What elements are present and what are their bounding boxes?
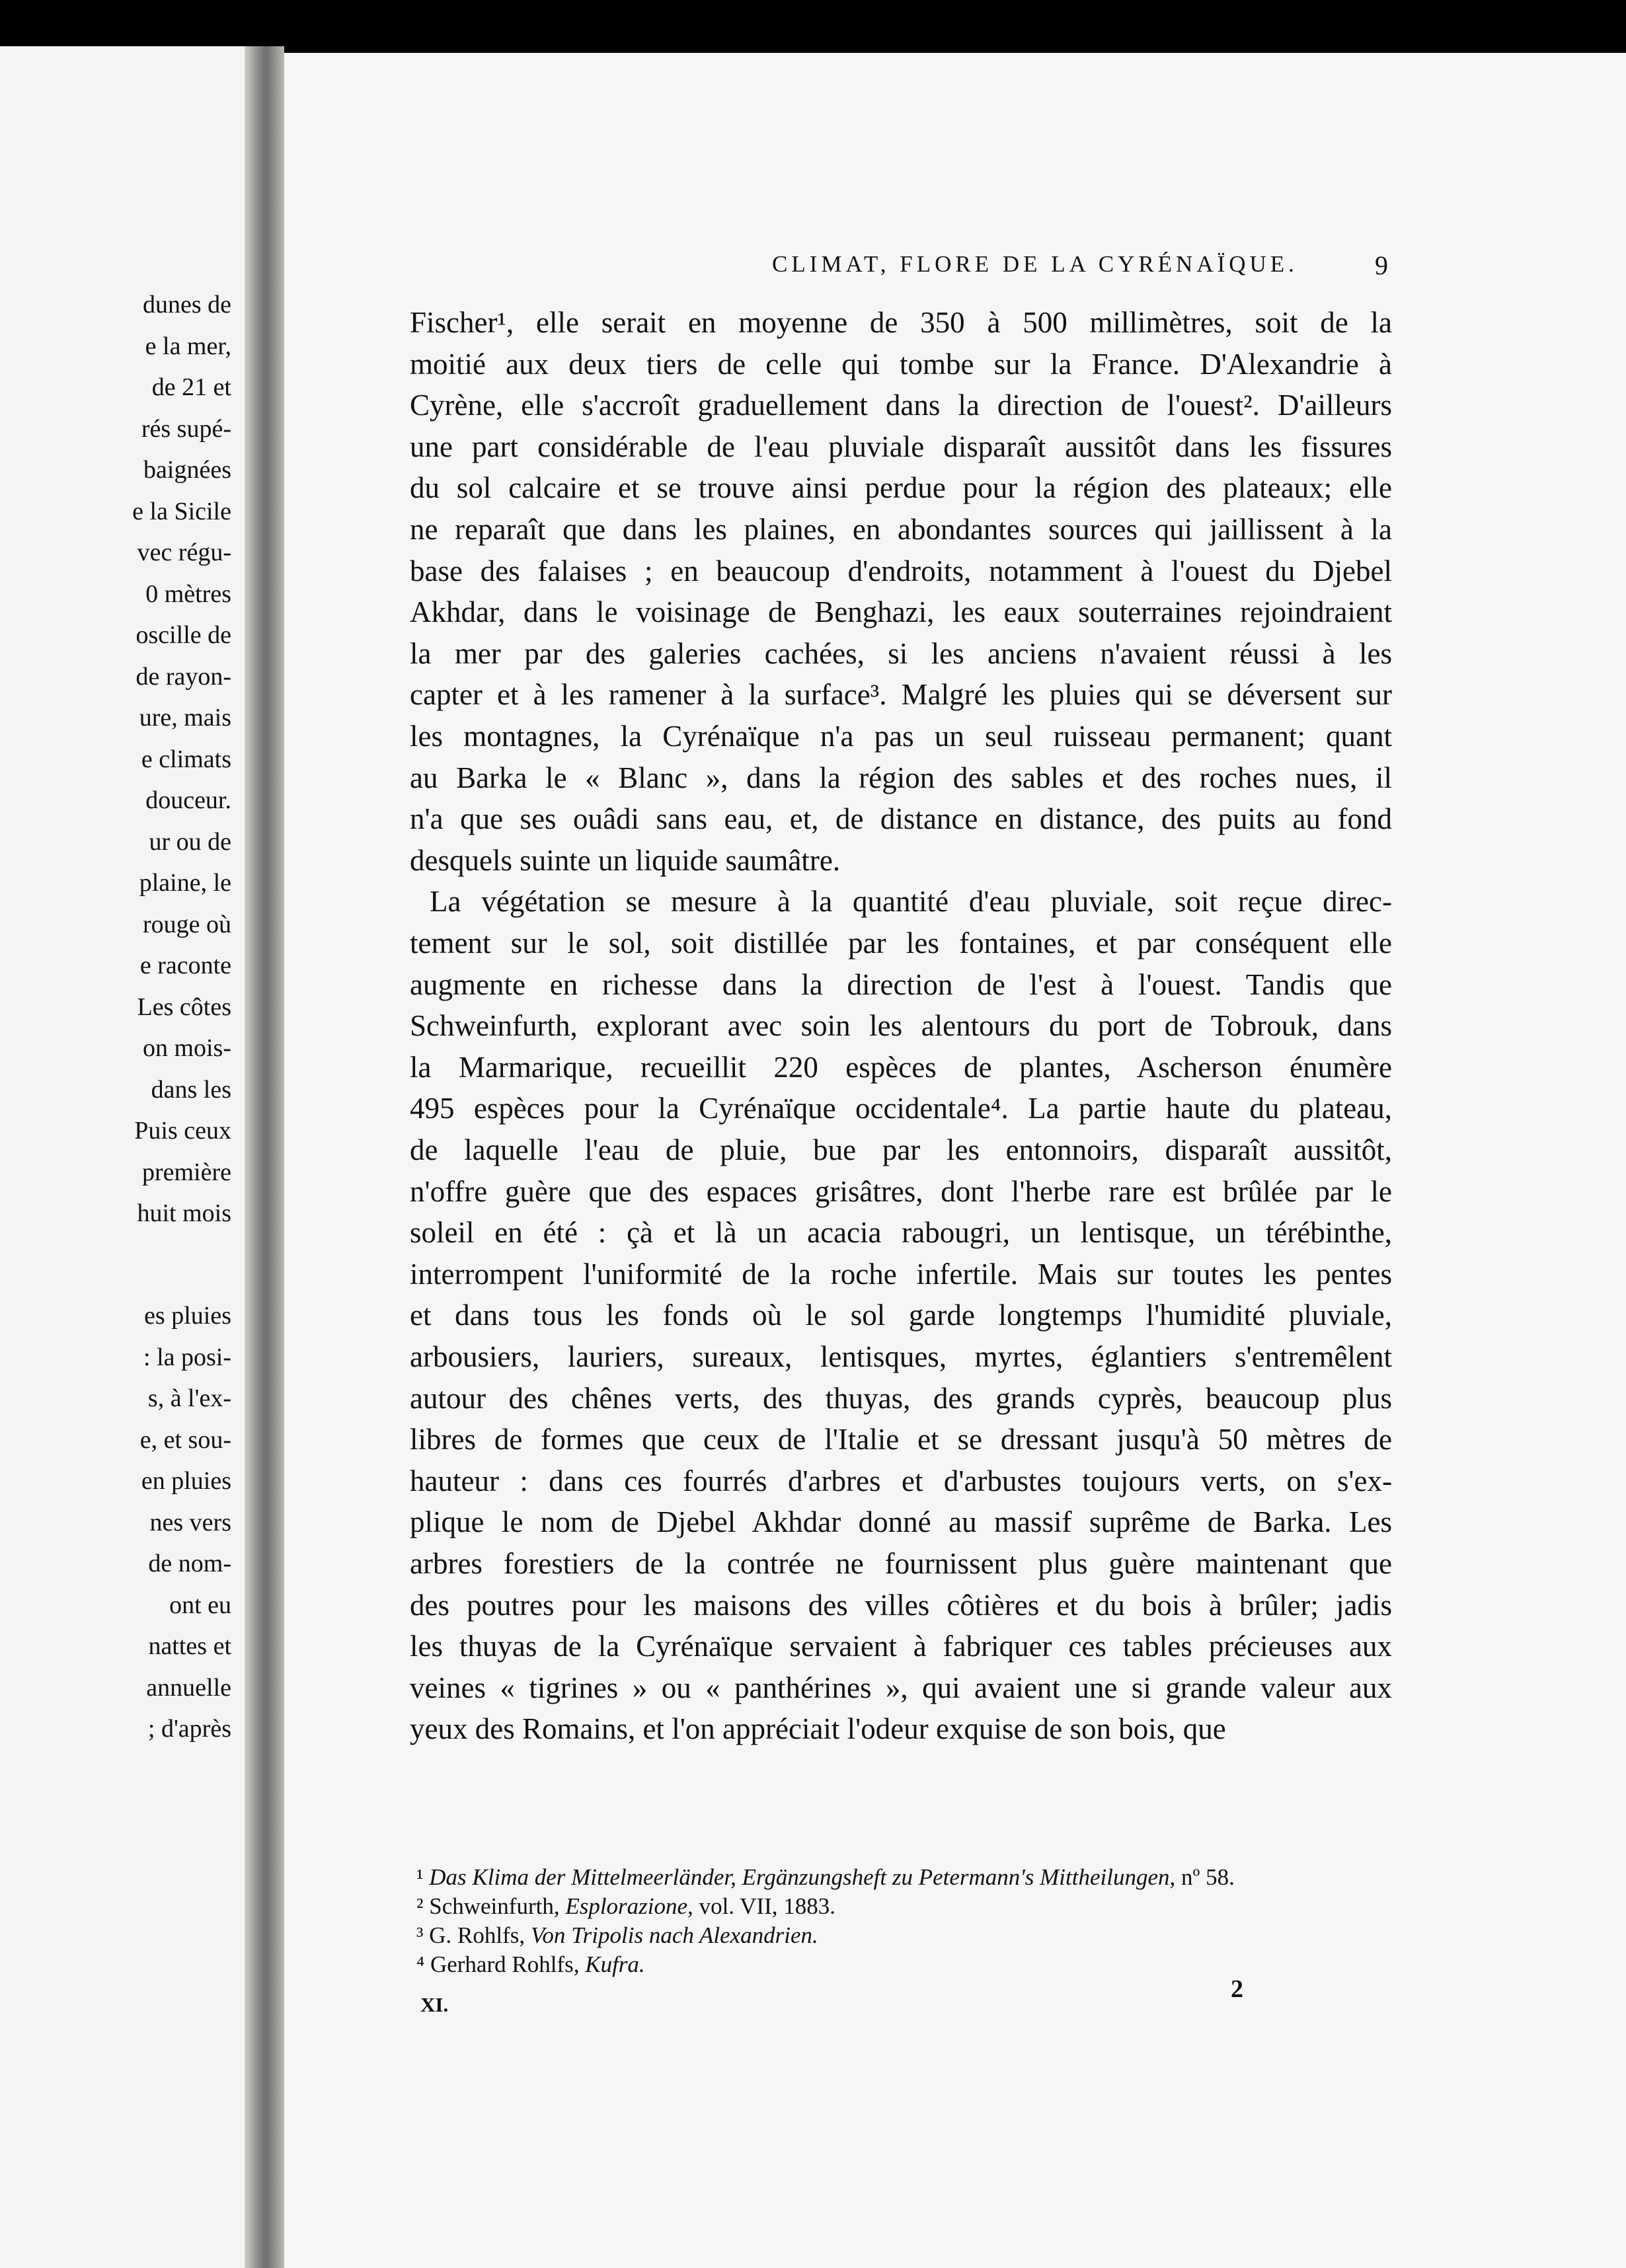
body-line: des poutres pour les maisons des villes côtières et du bois à brûler; jadis [410,1588,1392,1622]
left-page-line: douceur. [145,786,231,814]
body-line: autour des chênes verts, des thuyas, des grands cyprès, beaucoup plus [410,1381,1392,1415]
left-page-line: e raconte [139,952,231,979]
left-page-line: plaine, le [139,869,231,897]
body-line: les montagnes, la Cyrénaïque n'a pas un seul ruisseau permanent; quant [410,720,1392,753]
body-line: Fischer¹, elle serait en moyenne de 350 à 500 millimètres, soit de la [410,306,1392,339]
left-page-line: première [141,1158,231,1186]
body-line: du sol calcaire et se trouve ainsi perdue pour la région des plateaux; elle [410,471,1392,505]
body-line: la mer par des galeries cachées, si les anciens n'avaient réussi à les [410,636,1392,670]
body-line: interrompent l'uniformité de la roche infertile. Mais sur toutes les pentes [410,1257,1392,1291]
body-line: Akhdar, dans le voisinage de Benghazi, les eaux souterraines rejoindraient [410,595,1392,629]
body-line: arbres forestiers de la contrée ne fournissent plus guère maintenant que [410,1547,1392,1580]
signature-mark: XI. [420,1993,449,2016]
left-page-line: nes vers [149,1508,231,1536]
footnote: ⁴ Gerhard Rohlfs, Kufra. [416,1951,645,1977]
running-title: CLIMAT, FLORE DE LA CYRÉNAÏQUE. [772,251,1298,277]
left-page-line: de rayon- [136,662,231,691]
left-page-line: rouge où [142,910,231,938]
left-page-line: es pluies [144,1302,231,1330]
body-line: arbousiers, lauriers, sureaux, lentisques, myrtes, églantiers s'entremêlent [410,1340,1392,1373]
left-page-line: dans les [151,1075,231,1104]
left-page-line: de 21 et [151,373,231,401]
left-page-line: Puis ceux [134,1117,231,1145]
body-line: capter et à les ramener à la surface³. Malgré les pluies qui se déversent sur [410,678,1392,712]
body-line: augmente en richesse dans la direction de l'est à l'ouest. Tandis que [410,967,1392,1001]
left-page [0,46,245,2268]
right-page [284,53,1626,2268]
footnote: ¹ Das Klima der Mittelmeerländer, Ergänzungsheft zu Petermann's Mittheilungen, nº 58. [416,1864,1235,1890]
body-line: base des falaises ; en beaucoup d'endroits, notamment à l'ouest du Djebel [410,554,1392,587]
body-line: veines « tigrines » ou « panthérines », qui avaient une si grande valeur aux [410,1671,1392,1704]
sheet-number: 2 [1231,1975,1243,2003]
left-page-line: ont eu [169,1591,231,1619]
left-page-line: e la Sicile [132,497,231,525]
body-line: Schweinfurth, explorant avec soin les alentours du port de Tobrouk, dans [410,1009,1392,1043]
left-page-line: en pluies [141,1467,231,1495]
left-page-line: oscille de [136,621,231,649]
body-line: n'offre guère que des espaces grisâtres, dont l'herbe rare est brûlée par le [410,1174,1392,1208]
book-gutter [245,46,284,2268]
left-page-line: ure, mais [139,704,231,732]
page-number: 9 [1375,250,1388,280]
body-line: libres de formes que ceux de l'Italie et se dressant jusqu'à 50 mètres de [410,1423,1392,1456]
left-page-line: ; d'après [147,1715,231,1743]
footnote: ³ G. Rohlfs, Von Tripolis nach Alexandrien. [416,1922,818,1948]
body-line: tement sur le sol, soit distillée par les fontaines, et par conséquent elle [410,926,1392,960]
body-line: plique le nom de Djebel Akhdar donné au massif suprême de Barka. Les [410,1505,1392,1539]
left-page-line: on mois- [142,1034,231,1062]
body-line: hauteur : dans ces fourrés d'arbres et d'arbustes toujours verts, on s'ex- [410,1464,1392,1497]
body-line: les thuyas de la Cyrénaïque servaient à fabriquer ces tables précieuses aux [410,1630,1392,1663]
body-line: au Barka le « Blanc », dans la région des sables et des roches nues, il [410,761,1392,794]
body-line: n'a que ses ouâdi sans eau, et, de distance en distance, des puits au fond [410,802,1392,836]
body-line: La végétation se mesure à la quantité d'eau pluviale, soit reçue direc- [430,885,1392,919]
body-line: une part considérable de l'eau pluviale disparaît aussitôt dans les fissures [410,430,1392,463]
footnote: ² Schweinfurth, Esplorazione, vol. VII, 1883. [416,1893,835,1919]
left-page-line: ur ou de [149,827,231,856]
left-page-line: huit mois [137,1199,231,1227]
left-page-line: e la mer, [145,332,231,360]
body-line: Cyrène, elle s'accroît graduellement dans la direction de l'ouest². D'ailleurs [410,389,1392,422]
body-line: ne reparaît que dans les plaines, en abondantes sources qui jaillissent à la [410,513,1392,546]
left-page-line: vec régu- [137,539,231,566]
body-line: de laquelle l'eau de pluie, bue par les entonnoirs, disparaît aussitôt, [410,1133,1392,1166]
left-page-line: e climats [141,745,231,773]
body-line: yeux des Romains, et l'on appréciait l'odeur exquise de son bois, que [410,1712,1226,1746]
body-line: desquels suinte un liquide saumâtre. [410,843,841,877]
left-page-line: dunes de [142,291,231,319]
left-page-line: baignées [143,456,231,484]
left-page-line: nattes et [148,1632,231,1660]
body-line: 495 espèces pour la Cyrénaïque occidentale⁴. La partie haute du plateau, [410,1092,1392,1125]
body-line: soleil en été : çà et là un acacia rabougri, un lentisque, un térébinthe, [410,1216,1392,1250]
body-line: et dans tous les fonds où le sol garde longtemps l'humidité pluviale, [410,1299,1392,1332]
left-page-line: annuelle [146,1673,231,1702]
left-page-line: : la posi- [143,1343,231,1371]
left-page-line: e, et sou- [139,1425,231,1454]
body-line: la Marmarique, recueillit 220 espèces de plantes, Ascherson énumère [410,1050,1392,1084]
left-page-line: Les côtes [137,993,231,1021]
body-line: moitié aux deux tiers de celle qui tombe sur la France. D'Alexandrie à [410,347,1392,381]
left-page-line: de nom- [148,1550,231,1577]
left-page-line: s, à l'ex- [147,1384,231,1412]
left-page-line: 0 mètres [145,580,231,608]
left-page-line: rés supé- [141,414,231,443]
